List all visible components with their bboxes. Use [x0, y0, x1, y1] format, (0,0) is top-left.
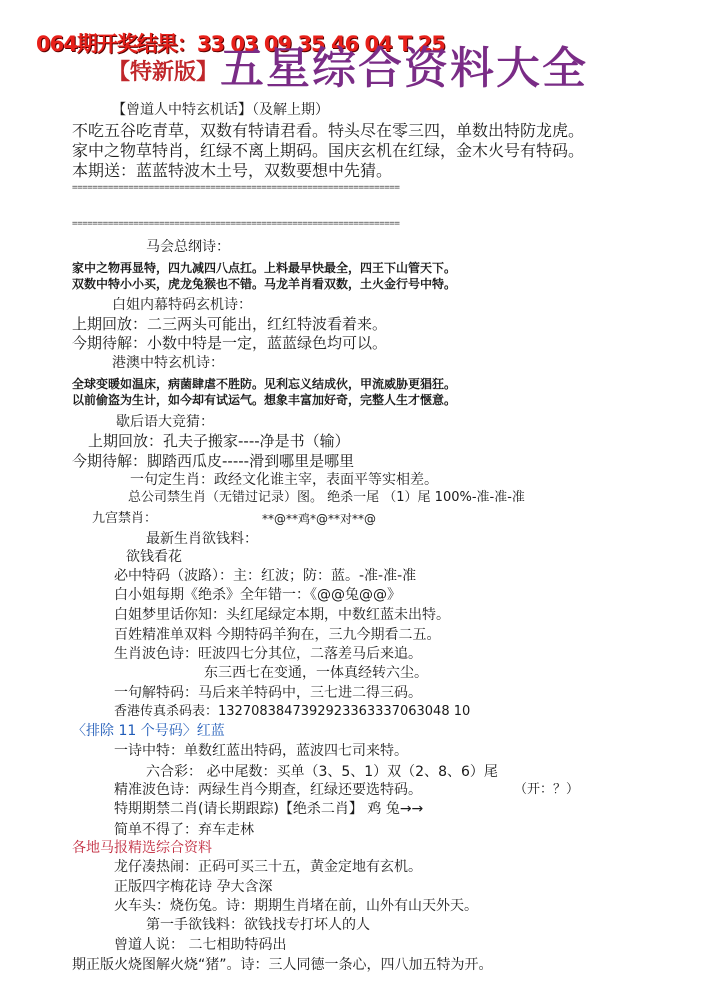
text-line: 欲钱看花 [126, 549, 182, 565]
text-line: 九宫禁肖： [92, 511, 158, 526]
section-heading-zengdaoren: 【曾道人中特玄机话】（及解上期） [112, 102, 329, 118]
section-heading-mahui: 马会总纲诗： [146, 239, 230, 255]
text-line: **@**鸡*@**对**@ [262, 512, 377, 526]
text-line: 上期回放：二三两头可能出，红红特波看着来。 [72, 315, 388, 333]
page-title: 五星综合资料大全 [220, 43, 588, 94]
text-line: 一句定生肖：政经文化谁主宰，表面平等实相差。 [130, 472, 438, 488]
text-line: 家中之物草特肖，红绿不离上期码。国庆玄机在红绿，金木火号有特码。 [72, 141, 585, 160]
text-line: 曾道人说： 二七相助特码出 [114, 937, 287, 953]
text-line: 简单不得了：弃车走林 [114, 822, 254, 838]
text-line: 今期待解：小数中特是一定，蓝蓝绿色均可以。 [72, 334, 388, 352]
section-heading-qianliao: 最新生肖欲钱料： [146, 531, 258, 547]
text-line: 全球变暖如温床，病菌肆虐不胜防。见利忘义结成伙，甲流威胁更猖狂。 [72, 377, 457, 391]
text-line: 不吃五谷吃青草，双数有特请君看。特头尽在零三四，单数出特防龙虎。 [72, 121, 585, 140]
text-line: 一诗中特：单数红蓝出特码，蓝波四七司来特。 [114, 743, 408, 759]
text-line: 正版四字梅花诗 孕大含深 [114, 879, 273, 895]
text-line: 本期送：蓝蓝特波木土号，双数要想中先猜。 [72, 161, 393, 180]
divider: ================================================================ [72, 183, 400, 193]
section-heading-xiehouyu: 歇后语大竞猜： [116, 414, 214, 430]
text-line: 龙仔凑热闹：正码可买三十五，黄金定地有玄机。 [114, 859, 422, 875]
text-line: 白姐梦里话你知：头红尾绿定本期，中数红蓝未出特。 [114, 607, 450, 623]
text-line: 总公司禁生肖（无错过记录）图。 绝杀一尾 （1）尾 100%-准-准-准 [128, 490, 525, 505]
text-line: 一句解特码：马后来羊特码中，三七进二得三码。 [114, 685, 422, 701]
section-heading-gangao: 港澳中特玄机诗： [112, 355, 224, 371]
text-line: 家中之物再显特，四九减四八点扛。上料最早快最全，四王下山管天下。 [72, 261, 457, 275]
text-line: 火车头：烧伤兔。诗：期期生肖堵在前，山外有山天外天。 [114, 898, 478, 914]
text-line: 特期期禁二肖(请长期跟踪)【绝杀二肖】 鸡 兔→→ [114, 801, 424, 817]
text-line: 东三西七在变通，一体真经转六尘。 [204, 665, 428, 681]
section-heading-baijie: 白姐内幕特码玄机诗： [112, 297, 252, 313]
text-line: 〈排除 11 个号码〉红蓝 [72, 723, 225, 739]
text-line: 精准波色诗：两绿生肖今期查，红绿还要选特码。 [114, 782, 422, 798]
draw-result-banner: 064期开奖结果：33 03 09 35 46 04 T 25 [36, 32, 445, 56]
text-line: 期正版火烧图解火烧“猪”。诗：三人同德一条心，四八加五特为开。 [72, 957, 493, 973]
edition-label: 【特新版】 [108, 59, 219, 85]
text-line: 百姓精准单双料 今期特码羊狗在，三九今期看二五。 [114, 627, 441, 643]
text-line: 第一手欲钱料：欲钱找专打坏人的人 [146, 917, 370, 933]
text-line: 白小姐每期《绝杀》全年错一：《@@兔@@》 [114, 587, 401, 603]
text-line: 六合彩： 必中尾数：买单（3、5、1）双（2、8、6）尾 [146, 764, 498, 780]
text-line: 生肖波色诗：旺波四七分其位，二落差马后来追。 [114, 646, 422, 662]
text-line: 双数中特小小买，虎龙兔猴也不错。马龙羊肖看双数，土火金行号中特。 [72, 277, 457, 291]
text-line: 香港传真杀码表：1327083847392923363337063048 10 [114, 704, 471, 719]
text-line: 必中特码（波路）：主：红波；防：蓝。-准-准-准 [114, 568, 417, 584]
text-line: 以前偷盗为生计，如今却有试运气。想象丰富加好奇，完整人生才惬意。 [72, 393, 457, 407]
text-line: 上期回放：孔夫子搬家----净是书（输） [88, 432, 350, 450]
text-line: （开：？） [514, 782, 580, 797]
section-heading-mabao: 各地马报精选综合资料 [72, 840, 212, 856]
divider: ================================================================ [72, 219, 400, 229]
text-line: 今期待解：脚踏西瓜皮-----滑到哪里是哪里 [72, 452, 355, 470]
